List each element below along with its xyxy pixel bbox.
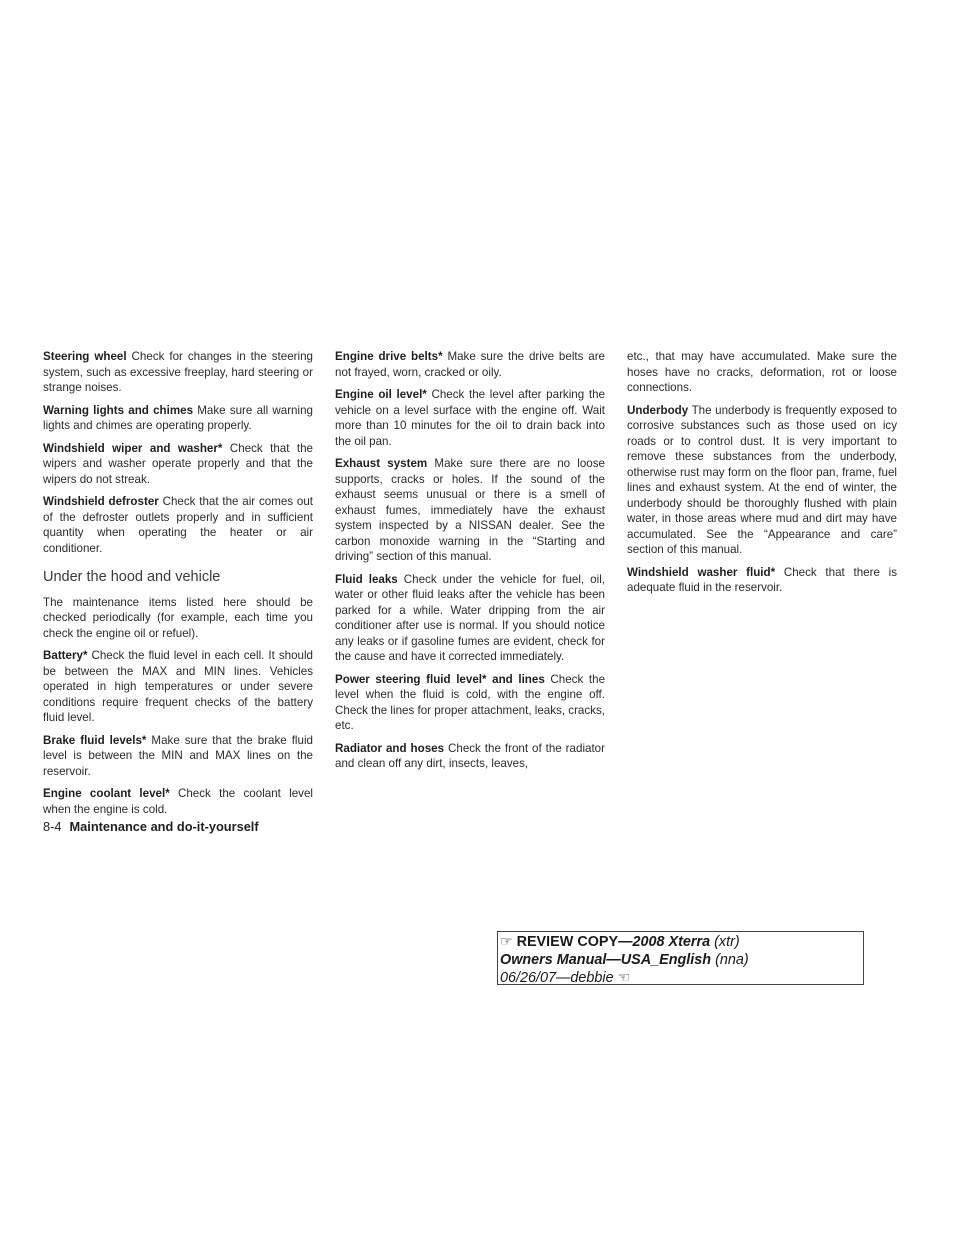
entry-brake-fluid bbox=[43, 733, 313, 780]
entry-warning-lights bbox=[43, 403, 313, 434]
entry-wiper-washer bbox=[43, 441, 313, 488]
entry-text: Check that the air comes out of the defroster outlets properly and in sufficient quantity when operating the heater or air conditioner. bbox=[43, 495, 314, 555]
review-region-code: (nna) bbox=[711, 951, 749, 968]
review-line-3 bbox=[500, 969, 863, 988]
entry-text: Check the fluid level in each cell. It should be between the MAX and MIN lines. Vehicles operated in high temperatures or under severe conditions require frequent checks of the battery fluid level. bbox=[43, 649, 313, 724]
column-2 bbox=[335, 349, 605, 779]
review-copy-box bbox=[497, 931, 864, 985]
entry-engine-coolant bbox=[43, 786, 313, 817]
entry-exhaust-system bbox=[335, 456, 605, 565]
entry-term: Exhaust system bbox=[335, 457, 428, 470]
entry-text: Make sure the drive belts are not frayed, worn, cracked or oily. bbox=[335, 350, 606, 379]
entry-defroster bbox=[43, 494, 313, 556]
entry-term: Engine oil level* bbox=[335, 388, 427, 401]
page-footer bbox=[43, 819, 259, 834]
entry-term: Fluid leaks bbox=[335, 572, 398, 586]
pointing-hand-right-icon: ☞ bbox=[500, 933, 513, 949]
review-manual: Owners Manual—USA_English bbox=[500, 951, 712, 968]
entry-term: Steering wheel bbox=[43, 350, 127, 363]
entry-term: Windshield washer fluid* bbox=[627, 565, 776, 579]
section-intro: The maintenance items listed here should be checked periodically (for example, each time you check the engine oil or refuel). bbox=[43, 595, 313, 640]
pointing-hand-left-icon: ☜ bbox=[617, 969, 631, 985]
radiator-continuation: etc., that may have accumulated. Make sure the hoses have no cracks, deformation, rot or loose connections. bbox=[627, 350, 897, 394]
entry-washer-fluid bbox=[627, 565, 897, 596]
column-3 bbox=[627, 349, 897, 603]
entry-drive-belts bbox=[335, 349, 605, 380]
page-number: 8-4 bbox=[43, 819, 62, 834]
entry-term: Underbody bbox=[627, 403, 689, 417]
entry-battery bbox=[43, 648, 313, 726]
entry-text: Check that the wipers and washer operate properly and that the wipers do not streak. bbox=[43, 441, 313, 486]
section-title: Maintenance and do-it-yourself bbox=[69, 819, 259, 834]
entry-term: Power steering fluid level* and lines bbox=[335, 672, 545, 686]
review-label: REVIEW COPY— bbox=[516, 934, 633, 950]
entry-text: Check the coolant level when the engine is cold. bbox=[43, 787, 313, 816]
entry-text: Make sure that the brake fluid level is between the MIN and MAX lines on the reservoir. bbox=[43, 733, 313, 778]
entry-steering-wheel bbox=[43, 349, 313, 396]
entry-term: Warning lights and chimes bbox=[43, 403, 194, 417]
entry-text: Check for changes in the steering system, such as excessive freeplay, hard steering or strange noises. bbox=[43, 350, 313, 394]
review-model: 2008 Xterra bbox=[632, 934, 711, 950]
entry-fluid-leaks bbox=[335, 572, 605, 665]
review-line-2 bbox=[500, 952, 863, 970]
entry-term: Battery* bbox=[43, 649, 88, 662]
entry-power-steering bbox=[335, 672, 605, 734]
review-date-author: 06/26/07—debbie bbox=[500, 970, 614, 986]
entry-term: Radiator and hoses bbox=[335, 741, 445, 755]
entry-text: The underbody is frequently exposed to corrosive substances such as those used on icy roads or to control dust. It is very important to remove these substances from the underbody, otherwise rust may form on the floor pan, frame, fuel lines and exhaust system. At the end of winter, the underbody should be thoroughly flushed with plain water, in those areas where mud and dirt may have accumulated. See the “Appearance and care” section of this manual. bbox=[627, 403, 897, 556]
column-1 bbox=[43, 349, 313, 824]
entry-text: Check under the vehicle for fuel, oil, water or other fluid leaks after the vehicle has been parked for a while. Water dripping from the air conditioner after use is normal. If you should notice any leaks or if gasoline fumes are evident, check for the cause and have it corrected immediately. bbox=[335, 572, 605, 663]
entry-term: Brake fluid levels* bbox=[43, 733, 147, 747]
entry-term: Windshield wiper and washer* bbox=[43, 441, 223, 455]
entry-text: Check the level after parking the vehicle on a level surface with the engine off. Wait more than 10 minutes for the oil to drain back into the oil pan. bbox=[335, 388, 605, 448]
entry-radiator-hoses bbox=[335, 741, 605, 772]
review-model-code: (xtr) bbox=[710, 934, 740, 950]
section-heading: Under the hood and vehicle bbox=[43, 569, 221, 585]
entry-term: Engine coolant level* bbox=[43, 787, 170, 800]
entry-text: Make sure all warning lights and chimes are operating properly. bbox=[43, 403, 313, 432]
entry-text: Check the level when the fluid is cold, with the engine off. Check the lines for proper attachment, leaks, cracks, etc. bbox=[335, 672, 606, 732]
entry-engine-oil bbox=[335, 387, 605, 449]
entry-text: Make sure there are no loose supports, cracks or holes. If the sound of the exhaust seems unusual or there is a smell of exhaust fumes, immediately have the exhaust system inspected by a NISSAN dealer. See the carbon monoxide warning in the “Starting and driving” section of this manual. bbox=[335, 457, 605, 563]
entry-underbody bbox=[627, 403, 897, 558]
review-line-1 bbox=[500, 933, 863, 952]
entry-text: Check the front of the radiator and clean off any dirt, insects, leaves, bbox=[335, 741, 605, 770]
entry-term: Engine drive belts* bbox=[335, 350, 443, 363]
entry-term: Windshield defroster bbox=[43, 495, 159, 508]
entry-text: Check that there is adequate fluid in the reservoir. bbox=[627, 565, 897, 594]
